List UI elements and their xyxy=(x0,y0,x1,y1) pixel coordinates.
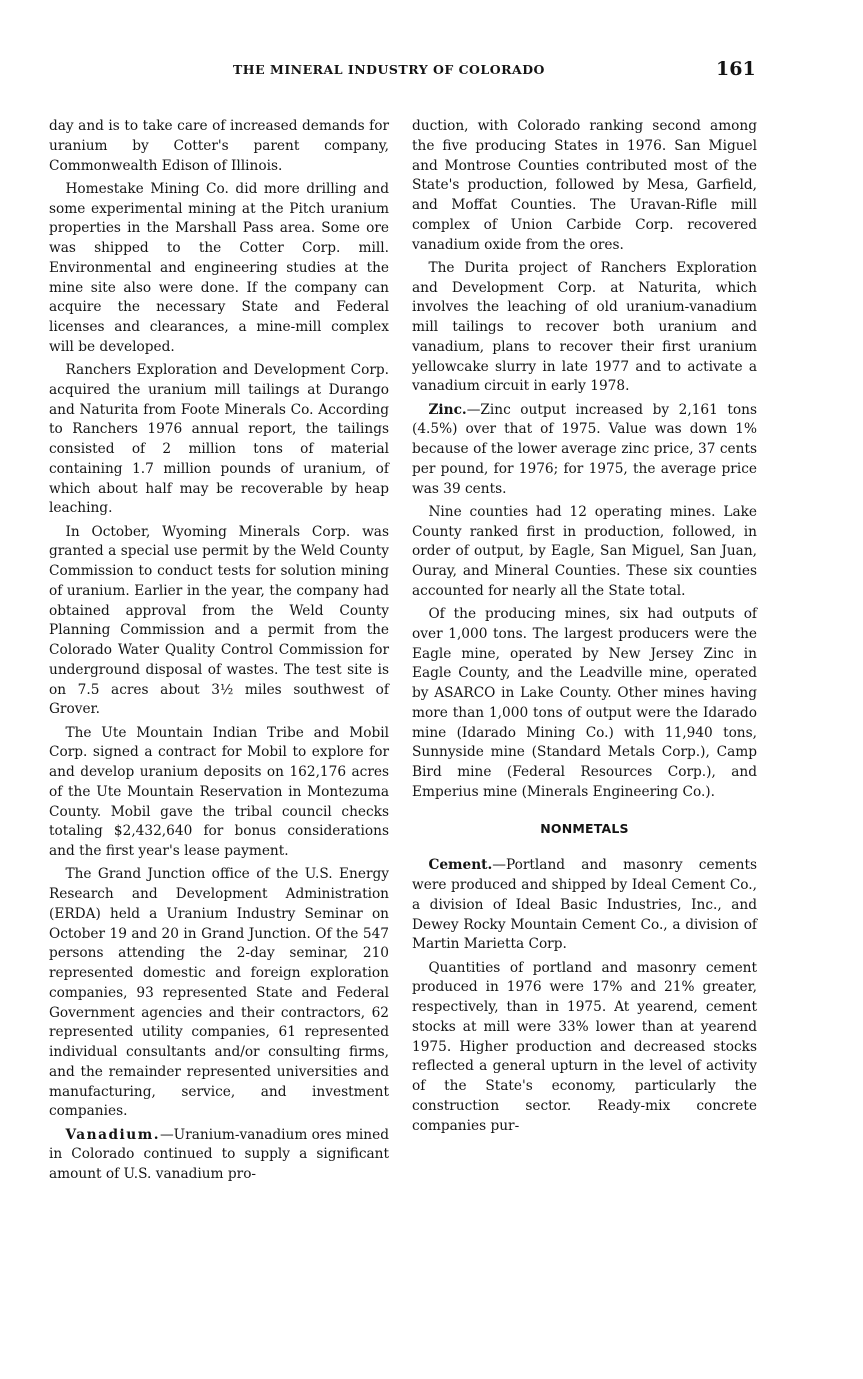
paragraph-vanadium xyxy=(49,1126,389,1185)
paragraph-cement-quantities: Quantities of portland and masonry cement produced in 1976 were 17% and 21% greater, respectively, than in 1975. At yearend, cement stocks at mill were 33% lower than at yearend 1975. Higher production and decreased stocks reflected a general upturn in the level of activity of the State's economy, particularly the construction sector. Ready-mix concrete companies pur- xyxy=(412,959,757,1134)
right-column xyxy=(412,117,757,1140)
paragraph-vanadium-production: duction, with Colorado ranking second among the five producing States in 1976. San Miguel and Montrose Counties contributed most of the State's production, followed by Mesa, Garfield, and Moffat Counties. The Uravan-Rifle mill complex of Union Carbide Corp. recovered vanadium oxide from the ores. xyxy=(412,118,757,253)
paragraph-zinc-mines: Of the producing mines, six had outputs of over 1,000 tons. The largest producers were the Eagle mine, operated by New Jersey Zinc in Eagle County, and the Leadville mine, operated by ASARCO in Lake County. Other mines having more than 1,000 tons of output were the Idarado mine (Idarado Mining Co.) with 11,940 tons, Sunnyside mine (Standard Metals Corp.), Camp Bird mine (Federal Resources Corp.), and Emperius mine (Minerals Engineering Co.). xyxy=(412,606,757,800)
running-title: THE MINERAL INDUSTRY OF COLORADO xyxy=(233,62,545,77)
cement-heading: Cement. xyxy=(428,857,493,874)
vanadium-text: —Uranium-vanadium ores mined in Colorado continued to supply a significant amount of U.S. vanadium pro- xyxy=(49,1126,389,1182)
zinc-heading: Zinc. xyxy=(428,401,467,418)
cement-text: —Portland and masonry cements were produced and shipped by Ideal Cement Co., a division of Ideal Basic Industries, Inc., and Dewey Rocky Mountain Cement Co., a division of Martin Marietta Corp. xyxy=(412,857,757,953)
left-column xyxy=(49,117,389,1188)
section-heading-nonmetals: NONMETALS xyxy=(540,820,629,836)
paragraph-ute-mountain: The Ute Mountain Indian Tribe and Mobil Corp. signed a contract for Mobil to explore for and develop uranium deposits on 162,176 acres of the Ute Mountain Reservation in Montezuma County. Mobil gave the tribal council checks totaling $2,432,640 for bonus considerations and the first year's lease payment. xyxy=(49,724,389,859)
paragraph-wyoming-minerals: In October, Wyoming Minerals Corp. was granted a special use permit by the Weld County Commission to conduct tests for solution mining of uranium. Earlier in the year, the company had obtained approval from the Weld County Planning Commission and a permit from the Colorado Water Quality Control Commission for underground disposal of wastes. The test site is on 7.5 acres about 3½ miles southwest of Grover. xyxy=(49,523,389,718)
page-header xyxy=(0,58,863,88)
zinc-text: —Zinc output increased by 2,161 tons (4.5%) over that of 1975. Value was down 1% because of the lower average zinc price, 37 cents per pound, for 1976; for 1975, the average price was 39 cents. xyxy=(412,401,757,497)
vanadium-heading: Vanadium. xyxy=(65,1126,160,1143)
paragraph-ranchers-tailings: Ranchers Exploration and Development Corp. acquired the uranium mill tailings at Durango and Naturita from Foote Minerals Co. According to Ranchers 1976 annual report, the tailings consisted of 2 million tons of material containing 1.7 million pounds of uranium, of which about half may be recoverable by heap leaching. xyxy=(49,362,389,517)
paragraph-cotter-demands: day and is to take care of increased demands for uranium by Cotter's parent company, Commonwealth Edison of Illinois. xyxy=(49,118,389,174)
page-number: 161 xyxy=(716,58,756,80)
paragraph-durita-project: The Durita project of Ranchers Exploration and Development Corp. at Naturita, which involves the leaching of old uranium-vanadium mill tailings to recover both uranium and vanadium, plans to recover their first uranium yellowcake slurry in late 1977 and to activate a vanadium circuit in early 1978. xyxy=(412,259,757,395)
paragraph-cement xyxy=(412,856,757,955)
paragraph-homestake: Homestake Mining Co. did more drilling and some experimental mining at the Pitch uranium properties in the Marshall Pass area. Some ore was shipped to the Cotter Corp. mill. Environmental and engineering studies at the mine site also were done. If the company can acquire the necessary State and Federal licenses and clearances, a mine-mill complex will be developed. xyxy=(49,180,389,355)
paragraph-zinc-counties: Nine counties had 12 operating mines. Lake County ranked first in production, followed, in order of output, by Eagle, San Miguel, San Juan, Ouray, and Mineral Counties. These six counties accounted for nearly all the State total. xyxy=(412,503,757,599)
paragraph-zinc xyxy=(412,401,757,500)
paragraph-erda-seminar: The Grand Junction office of the U.S. Energy Research and Development Administration (ERDA) held a Uranium Industry Seminar on October 19 and 20 in Grand Junction. Of the 547 persons attending the 2-day seminar, 210 represented domestic and foreign exploration companies, 93 represented State and Federal Government agencies and their contractors, 62 represented utility companies, 61 represented individual consultants and/or consulting firms, and the remainder represented universities and manufacturing, service, and investment companies. xyxy=(49,866,389,1120)
